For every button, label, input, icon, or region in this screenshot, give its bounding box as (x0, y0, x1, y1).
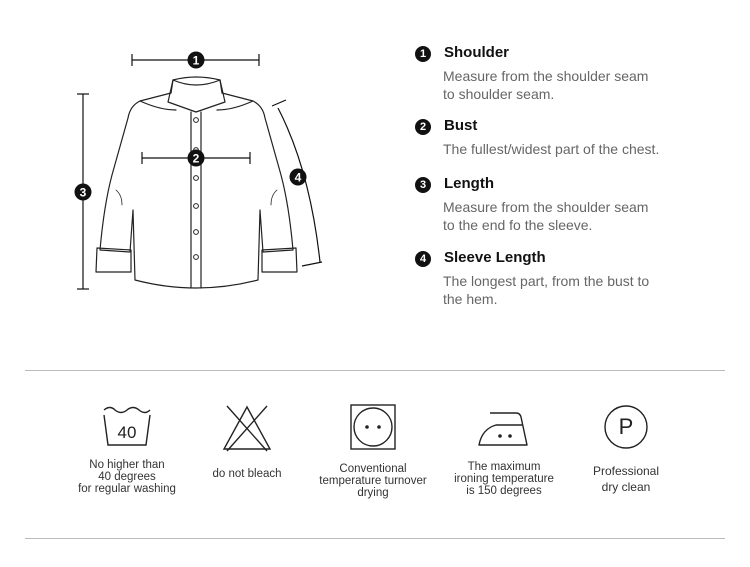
measure-description: Measure from the shoulder seam to the end fo the sleeve. (443, 199, 649, 233)
svg-text:3: 3 (79, 185, 87, 200)
dry-clean-p-icon (602, 403, 650, 451)
measure-number-badge: 3 (415, 177, 431, 193)
tumble-dry-icon (349, 403, 397, 451)
care-no-bleach (177, 403, 317, 480)
wash-40-icon (101, 403, 153, 447)
svg-text:40: 40 (117, 423, 137, 442)
measure-title: Bust (444, 117, 478, 134)
measure-description: Measure from the shoulder seam to shoulder seam. (443, 68, 649, 102)
care-label: Professional dry clean (592, 464, 660, 494)
care-iron (434, 403, 574, 497)
svg-text:2: 2 (192, 151, 200, 166)
measure-title: Sleeve Length (444, 249, 546, 266)
svg-text:4: 4 (294, 170, 302, 185)
marker-1 (188, 52, 205, 69)
care-label: The maximum ironing temperature is 150 degrees (454, 461, 554, 497)
care-label: Conventional temperature turnover drying (319, 463, 427, 499)
measure-lines (77, 54, 322, 289)
shirt-buttons (194, 118, 199, 260)
measure-number-badge: 1 (415, 46, 431, 62)
care-tumble-dry (303, 403, 443, 499)
measure-number-badge: 4 (415, 251, 431, 267)
iron-medium-icon (476, 403, 532, 449)
care-label: do not bleach (212, 468, 282, 480)
measure-description: The longest part, from the bust to the hem. (443, 273, 650, 307)
care-wash-40 (57, 403, 197, 495)
no-bleach-icon (221, 403, 273, 453)
bottom-divider (25, 538, 725, 539)
measure-title: Length (444, 175, 494, 192)
marker-4 (290, 169, 307, 186)
care-label: No higher than 40 degrees for regular washing (78, 459, 176, 495)
top-divider (25, 370, 725, 371)
svg-text:P: P (618, 414, 634, 439)
measure-title: Shoulder (444, 44, 510, 61)
marker-3 (75, 184, 92, 201)
shirt-measurement-diagram (0, 0, 380, 330)
measure-number-badge: 2 (415, 119, 431, 135)
care-dry-clean (556, 403, 696, 495)
marker-2 (188, 150, 205, 167)
svg-text:1: 1 (192, 53, 200, 68)
measure-description: The fullest/widest part of the chest. (443, 141, 660, 157)
